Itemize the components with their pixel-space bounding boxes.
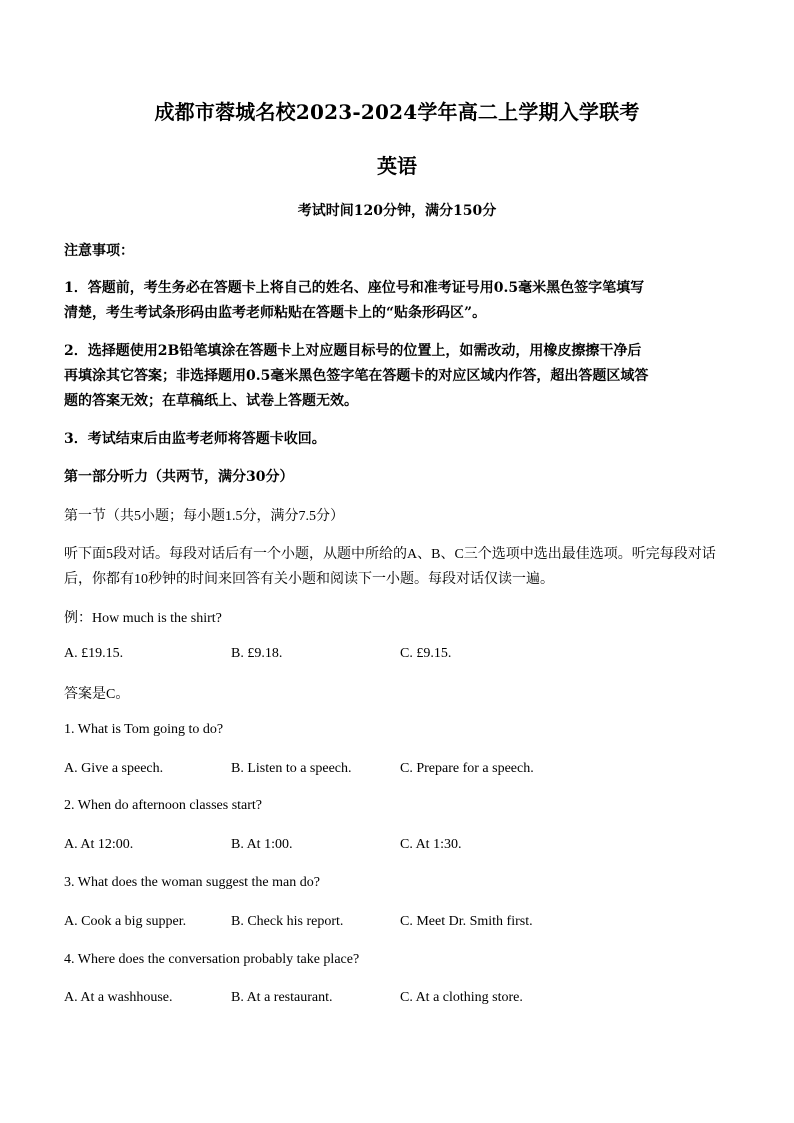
notice-heading: 注意事项： [64, 243, 134, 259]
question-1-option-c: C. Prepare for a speech. [400, 761, 534, 776]
example-option-b: B. £9.18. [231, 646, 283, 661]
question-2-option-b: B. At 1:00. [231, 837, 293, 852]
question-4-option-b: B. At a restaurant. [231, 990, 333, 1005]
question-1: 1. What is Tom going to do? [64, 722, 224, 737]
question-4-option-a: A. At a washhouse. [64, 990, 173, 1005]
question-4-option-c: C. At a clothing store. [400, 990, 523, 1005]
example-option-a: A. £19.15. [64, 646, 124, 661]
exam-title: 成都市蓉城名校2023-2024学年高二上学期入学联考 [154, 100, 640, 124]
question-2-option-a: A. At 12:00. [64, 837, 134, 852]
notice-item-2-line-1: 2．选择题使用2B铅笔填涂在答题卡上对应题目标号的位置上，如需改动，用橡皮擦擦干净后 [64, 343, 642, 359]
instructions-line-1: 听下面5段对话。每段对话后有一个小题，从题中所给的A、B、C三个选项中选出最佳选项。听完每段对话 [64, 547, 716, 562]
instructions-line-2: 后，你都有10秒钟的时间来回答有关小题和阅读下一小题。每段对话仅读一遍。 [64, 572, 554, 587]
section1-heading: 第一节（共5小题；每小题1.5分，满分7.5分） [64, 509, 344, 524]
question-1-option-b: B. Listen to a speech. [231, 761, 352, 776]
question-3-option-a: A. Cook a big supper. [64, 914, 187, 929]
notice-item-3: 3．考试结束后由监考老师将答题卡收回。 [64, 431, 326, 447]
example-option-c: C. £9.15. [400, 646, 452, 661]
subject-title: 英语 [377, 154, 417, 178]
question-3-option-b: B. Check his report. [231, 914, 344, 929]
part1-heading: 第一部分听力（共两节，满分30分） [64, 469, 294, 485]
question-2: 2. When do afternoon classes start? [64, 798, 263, 813]
question-3: 3. What does the woman suggest the man do? [64, 875, 320, 890]
question-1-option-a: A. Give a speech. [64, 761, 164, 776]
notice-item-1-line-1: 1．答题前，考生务必在答题卡上将自己的姓名、座位号和准考证号用0.5毫米黑色签字笔填写 [64, 280, 645, 296]
example-question: 例：How much is the shirt? [64, 611, 222, 626]
notice-item-2-line-3: 题的答案无效；在草稿纸上、试卷上答题无效。 [64, 393, 358, 409]
question-3-option-c: C. Meet Dr. Smith first. [400, 914, 533, 929]
notice-item-2-line-2: 再填涂其它答案；非选择题用0.5毫米黑色签字笔在答题卡的对应区域内作答，超出答题区域答 [64, 368, 649, 384]
question-2-option-c: C. At 1:30. [400, 837, 462, 852]
question-4: 4. Where does the conversation probably take place? [64, 952, 360, 967]
example-answer: 答案是C。 [64, 687, 130, 702]
notice-item-1-line-2: 清楚，考生考试条形码由监考老师粘贴在答题卡上的“贴条形码区”。 [64, 305, 487, 321]
exam-info: 考试时间120分钟，满分150分 [297, 203, 497, 219]
